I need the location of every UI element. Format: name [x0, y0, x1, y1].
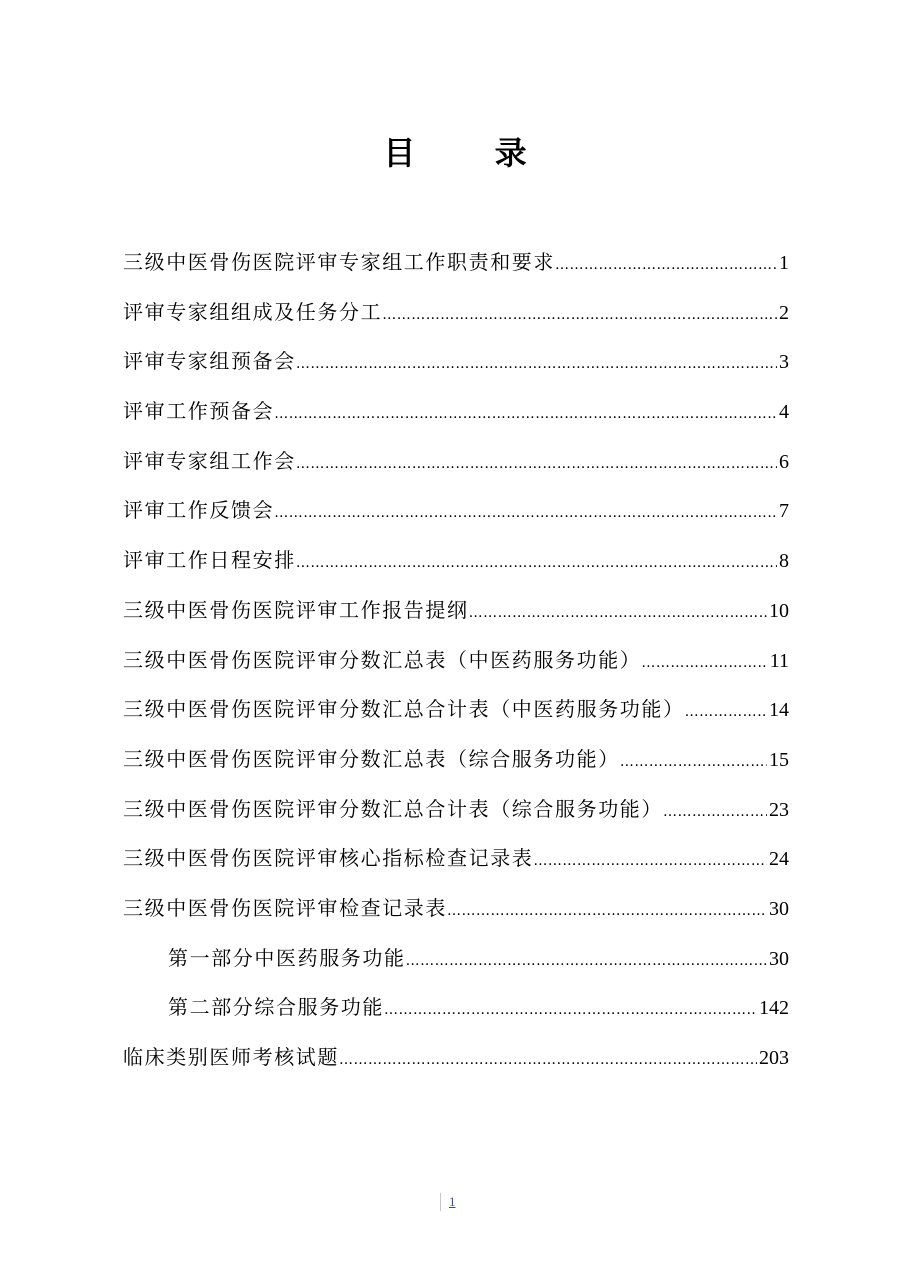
- toc-dot-leader: [447, 887, 767, 937]
- toc-entry-title: 评审工作预备会: [123, 399, 275, 424]
- toc-entry-title: 评审专家组预备会: [123, 349, 296, 374]
- toc-entry[interactable]: [123, 834, 789, 884]
- toc-entry-title: 第一部分中医药服务功能: [168, 945, 406, 970]
- toc-dot-leader: [296, 539, 777, 589]
- toc-entry-title: 三级中医骨伤医院评审检查记录表: [123, 895, 447, 920]
- toc-entry-title: 三级中医骨伤医院评审专家组工作职责和要求: [123, 250, 555, 274]
- toc-dot-leader: [296, 440, 777, 490]
- toc-entry-page-number: 203: [759, 1047, 789, 1069]
- toc-entry-page-number: 6: [779, 450, 789, 473]
- toc-entry[interactable]: [123, 437, 789, 487]
- toc-entry[interactable]: [123, 586, 789, 636]
- toc-entry-title: 三级中医骨伤医院评审分数汇总表（中医药服务功能）: [123, 647, 642, 672]
- toc-dot-leader: [296, 340, 777, 390]
- toc-dot-leader: [685, 688, 767, 738]
- toc-entry-page-number: 24: [769, 848, 789, 871]
- toc-entry-title: 三级中医骨伤医院评审分数汇总合计表（中医药服务功能）: [123, 697, 685, 722]
- toc-entry[interactable]: [123, 1033, 789, 1083]
- toc-dot-leader: [274, 390, 777, 440]
- toc-dot-leader: [620, 738, 767, 788]
- toc-dot-leader: [469, 589, 767, 639]
- toc-entry-title: 评审专家组组成及任务分工: [123, 299, 383, 324]
- toc-entry[interactable]: [123, 884, 789, 934]
- toc-entry-page-number: 8: [779, 550, 789, 573]
- toc-entry[interactable]: [123, 337, 789, 387]
- toc-dot-leader: [384, 986, 757, 1036]
- toc-entry-page-number: 11: [769, 649, 789, 672]
- toc-entry-page-number: 7: [779, 500, 789, 523]
- toc-dot-leader: [555, 241, 777, 291]
- toc-entry[interactable]: [123, 486, 789, 536]
- toc-entry[interactable]: [123, 685, 789, 735]
- toc-entry-page-number: 4: [779, 401, 789, 424]
- toc-entry-title: 三级中医骨伤医院评审核心指标检查记录表: [123, 846, 534, 871]
- toc-entry-page-number: 1: [779, 252, 789, 274]
- toc-entry[interactable]: [123, 983, 789, 1033]
- toc-entry-page-number: 142: [759, 997, 789, 1020]
- page-title: 目 录: [383, 134, 561, 172]
- toc-dot-leader: [641, 639, 767, 689]
- toc-entry-title: 评审工作反馈会: [123, 498, 275, 523]
- toc-entry-page-number: 15: [769, 748, 789, 771]
- toc-entry[interactable]: [123, 934, 789, 984]
- toc-entry[interactable]: [123, 785, 789, 835]
- footer-divider: [440, 1193, 441, 1211]
- toc-entry-page-number: 30: [769, 897, 789, 920]
- toc-dot-leader: [663, 788, 767, 838]
- toc-entry-title: 临床类别医师考核试题: [123, 1045, 339, 1069]
- toc-entry-title: 评审工作日程安排: [123, 548, 296, 573]
- toc-entry-title: 评审专家组工作会: [123, 448, 296, 473]
- toc-entry[interactable]: [123, 536, 789, 586]
- toc-dot-leader: [274, 489, 777, 539]
- toc-entry[interactable]: [123, 387, 789, 437]
- toc-entry-page-number: 14: [769, 699, 789, 722]
- toc-entry[interactable]: [123, 636, 789, 686]
- table-of-contents: [123, 238, 789, 1083]
- toc-entry[interactable]: [123, 735, 789, 785]
- toc-entry-page-number: 3: [779, 351, 789, 374]
- toc-dot-leader: [339, 1036, 757, 1086]
- toc-entry-page-number: 30: [769, 947, 789, 970]
- toc-entry[interactable]: [123, 238, 789, 288]
- toc-dot-leader: [406, 937, 767, 987]
- toc-entry-page-number: 2: [779, 301, 789, 324]
- toc-dot-leader: [382, 291, 777, 341]
- toc-entry-title: 三级中医骨伤医院评审分数汇总合计表（综合服务功能）: [123, 796, 663, 821]
- toc-entry-page-number: 10: [769, 599, 789, 622]
- toc-entry[interactable]: [123, 288, 789, 338]
- toc-entry-title: 三级中医骨伤医院评审分数汇总表（综合服务功能）: [123, 746, 620, 771]
- toc-entry-title: 三级中医骨伤医院评审工作报告提纲: [123, 597, 469, 622]
- page-number-link[interactable]: 1: [449, 1194, 456, 1209]
- toc-entry-page-number: 23: [769, 798, 789, 821]
- toc-entry-title: 第二部分综合服务功能: [168, 995, 384, 1020]
- toc-dot-leader: [533, 837, 767, 887]
